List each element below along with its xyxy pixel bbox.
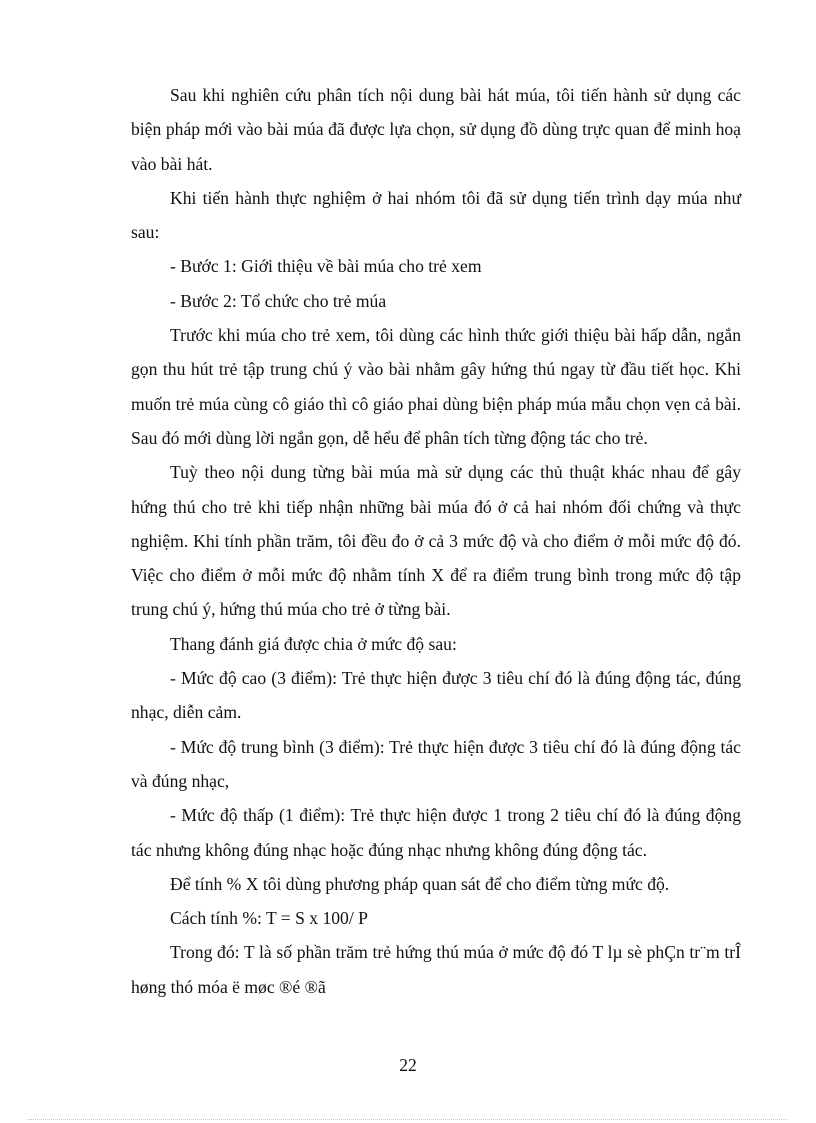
level-item: - Mức độ cao (3 điểm): Trẻ thực hiện được 3 tiêu chí đó là đúng động tác, đúng nhạc, diễn cảm. — [131, 668, 741, 723]
level-item: - Mức độ thấp (1 điểm): Trẻ thực hiện được 1 trong 2 tiêu chí đó là đúng động tác nhưng không đúng nhạc hoặc đúng nhạc nhưng không đúng động tác. — [131, 805, 741, 860]
page-number: 22 — [399, 1055, 417, 1075]
paragraph: Trước khi múa cho trẻ xem, tôi dùng các hình thức giới thiệu bài hấp dẫn, ngắn gọn thu hút trẻ tập trung chú ý vào bài nhằm gây hứng thú ngay từ đầu tiết học. Khi muốn trẻ múa cùng cô giáo thì cô giáo phai dùng biện pháp múa mẫu chọn vẹn cả bài. Sau đó mới dùng lời ngắn gọn, dễ hểu để phân tích từng động tác cho trẻ. — [131, 325, 741, 448]
paragraph: Tuỳ theo nội dung từng bài múa mà sử dụng các thủ thuật khác nhau để gây hứng thú cho trẻ khi tiếp nhận những bài múa đó ở cả hai nhóm đối chứng và thực nghiệm. Khi tính phần trăm, tôi đều đo ở cả 3 mức độ và cho điểm ở mỗi mức độ đó. Việc cho điểm ở mỗi mức độ nhằm tính X để ra điểm trung bình trong mức độ tập trung chú ý, hứng thú múa cho trẻ ở từng bài. — [131, 462, 741, 620]
step-item: - Bước 2: Tổ chức cho trẻ múa — [170, 290, 387, 311]
paragraph: Để tính % X tôi dùng phương pháp quan sát để cho điểm từng mức độ. — [170, 873, 670, 894]
formula-line: Cách tính %: T = S x 100/ P — [170, 908, 368, 929]
step-item: - Bước 1: Giới thiệu về bài múa cho trẻ xem — [170, 256, 482, 277]
body-text — [131, 78, 741, 1004]
paragraph: Sau khi nghiên cứu phân tích nội dung bài hát múa, tôi tiến hành sử dụng các biện pháp mới vào bài múa đã được lựa chọn, sử dụng đồ dùng trực quan để minh hoạ vào bài hát. — [131, 85, 741, 174]
level-item: - Mức độ trung bình (3 điểm): Trẻ thực hiện được 3 tiêu chí đó là đúng động tác và đúng nhạc, — [131, 736, 741, 791]
paragraph: Thang đánh giá được chia ở mức độ sau: — [170, 633, 457, 654]
paragraph: Trong đó: T là số phần trăm trẻ hứng thú múa ở mức độ đó T lµ sè phÇn tr¨m trÎ høng thó móa ë møc ®é ®ã — [131, 942, 741, 997]
page-divider — [28, 1119, 788, 1120]
paragraph: Khi tiến hành thực nghiệm ở hai nhóm tôi đã sử dụng tiến trình dạy múa như sau: — [131, 187, 741, 243]
